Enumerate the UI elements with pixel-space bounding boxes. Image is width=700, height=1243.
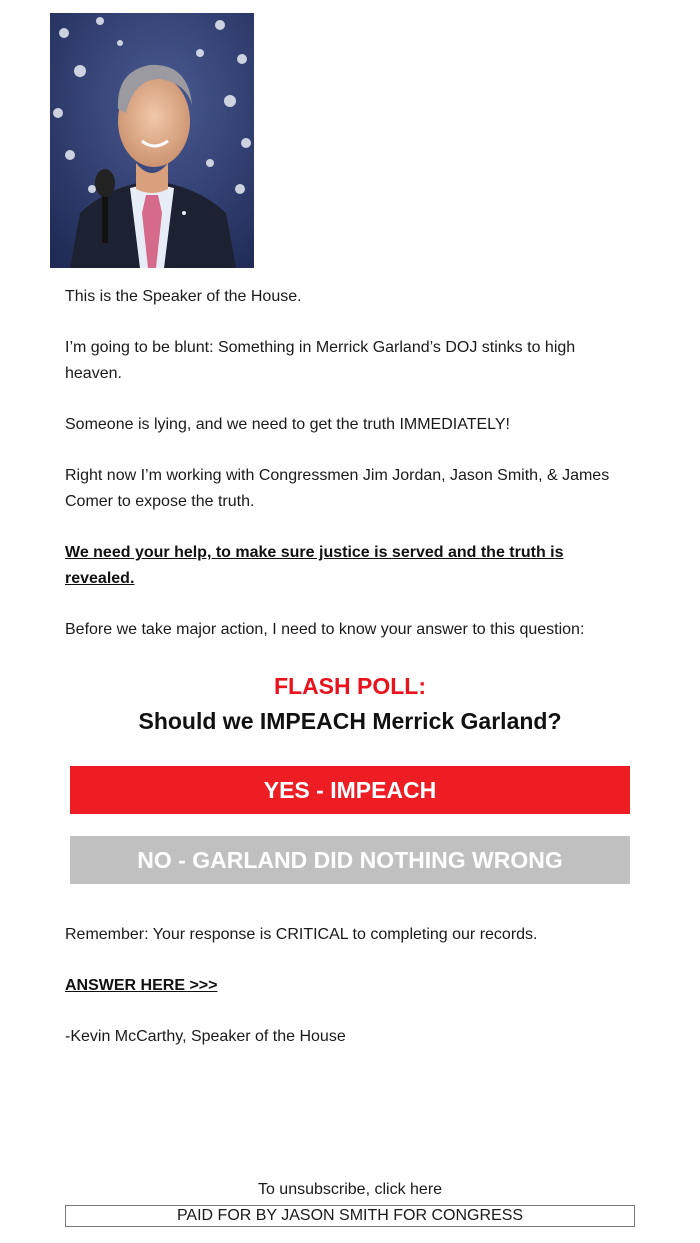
question-intro: Before we take major action, I need to know your answer to this question: (65, 621, 585, 638)
answer-here-link[interactable]: ANSWER HERE >>> (65, 977, 218, 994)
working-with-paragraph: Right now I’m working with Congressmen Jim Jordan, Jason Smith, & James Comer to expose the truth. (65, 467, 610, 510)
yes-impeach-button[interactable]: YES - IMPEACH (70, 766, 630, 814)
speaker-photo (50, 13, 254, 268)
remember-text: Remember: Your response is CRITICAL to completing our records. (65, 926, 538, 943)
poll-question: Should we IMPEACH Merrick Garland? (138, 708, 562, 734)
poll-title: FLASH POLL: (273, 673, 427, 699)
help-link[interactable]: We need your help, to make sure justice is served and the truth is revealed. (65, 544, 564, 587)
signature: -Kevin McCarthy, Speaker of the House (65, 1028, 346, 1045)
paid-for-disclaimer: PAID FOR BY JASON SMITH FOR CONGRESS (65, 1205, 635, 1227)
blunt-paragraph: I’m going to be blunt: Something in Merrick Garland’s DOJ stinks to high heaven. (65, 339, 576, 382)
unsubscribe-line (0, 1181, 700, 1199)
intro-line: This is the Speaker of the House. (65, 288, 302, 305)
no-button[interactable]: NO - GARLAND DID NOTHING WRONG (70, 836, 630, 884)
lying-paragraph: Someone is lying, and we need to get the truth IMMEDIATELY! (65, 416, 510, 433)
unsubscribe-link[interactable]: To unsubscribe, click here (257, 1181, 443, 1198)
